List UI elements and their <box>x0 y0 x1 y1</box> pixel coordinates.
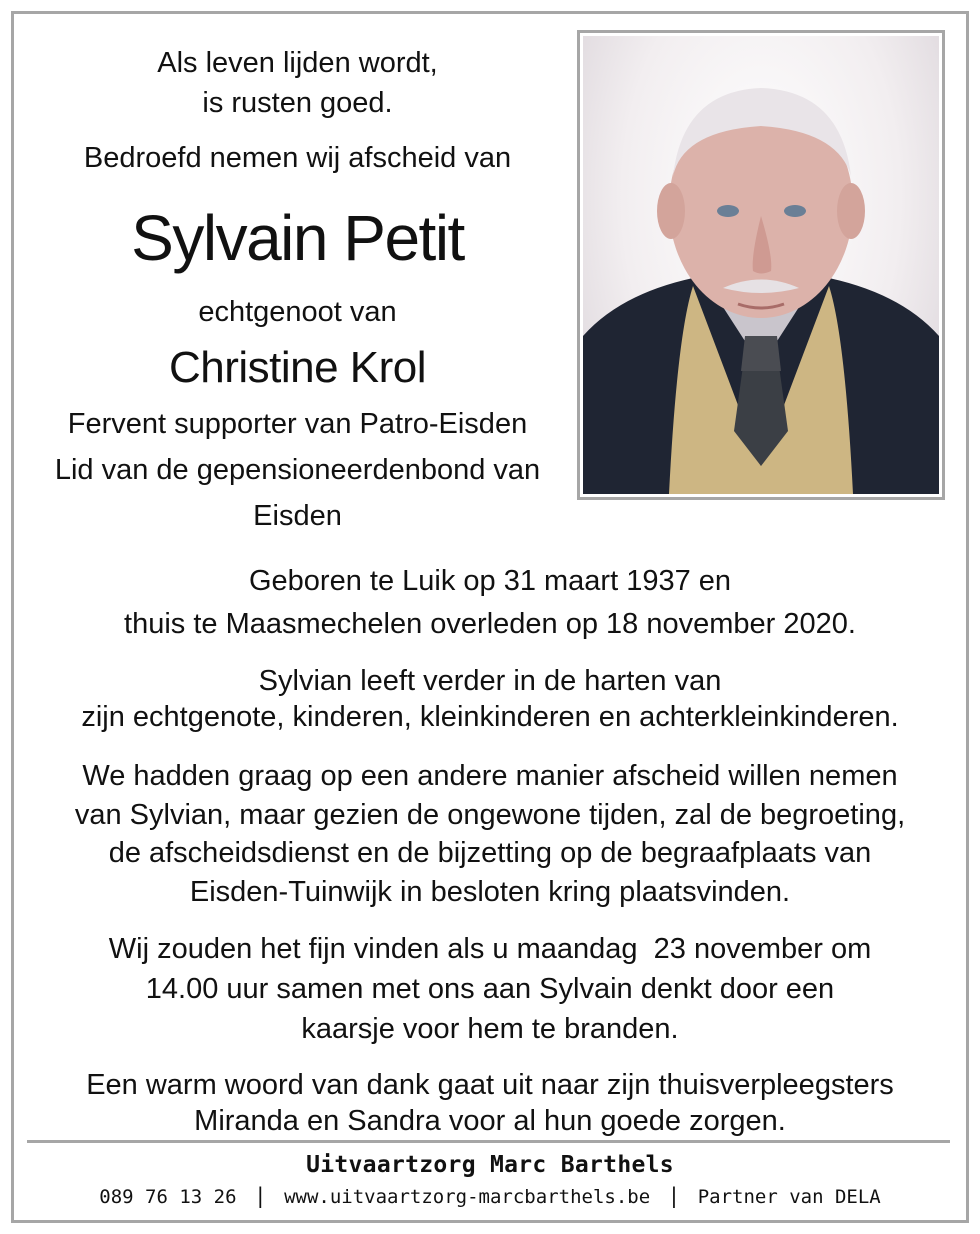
text-line: van Sylvian, maar gezien de ongewone tijden, zal de begroeting, <box>74 798 906 831</box>
website-link[interactable]: www.uitvaartzorg-marcbarthels.be <box>284 1186 651 1208</box>
funeral-home-name: Uitvaartzorg Marc Barthels <box>306 1152 674 1178</box>
text-line: Miranda en Sandra voor al hun goede zorgen. <box>194 1105 786 1137</box>
text-line: Een warm woord van dank gaat uit naar zijn thuisverpleegsters <box>86 1069 894 1101</box>
birth-death-info <box>20 560 960 646</box>
text-line: Sylvian leeft verder in de harten van <box>258 665 722 697</box>
phone-number: 089 76 13 26 <box>99 1186 237 1208</box>
intro-text: Bedroefd nemen wij afscheid van <box>83 142 512 174</box>
partner-text: Partner van DELA <box>697 1186 881 1208</box>
spouse-label: echtgenoot van <box>198 296 397 328</box>
text-line: de afscheidsdienst en de bijzetting op de begraafplaats van <box>108 837 872 869</box>
separator: | <box>667 1184 681 1208</box>
text-line: 14.00 uur samen met ons aan Sylvain denkt door een <box>145 973 835 1005</box>
farewell-text <box>20 757 960 911</box>
text-line: Geboren te Luik op 31 maart 1937 en <box>248 565 732 597</box>
membership-line: Eisden <box>253 500 342 532</box>
membership-line: Fervent supporter van Patro-Eisden <box>67 408 528 440</box>
memberships <box>30 401 565 539</box>
motto-line: is rusten goed. <box>202 87 393 119</box>
text-line: thuis te Maasmechelen overleden op 18 november 2020. <box>124 608 856 640</box>
portrait-photo <box>577 30 945 500</box>
motto-line: Als leven lijden wordt, <box>157 47 438 79</box>
footer-contact <box>20 1182 960 1211</box>
text-line: We hadden graag op een andere manier afscheid willen nemen <box>82 760 898 792</box>
portrait-image <box>583 36 939 494</box>
membership-line: Lid van de gepensioneerdenbond van <box>54 454 541 486</box>
lives-on-text <box>20 663 960 735</box>
thanks-text <box>20 1067 960 1139</box>
text-line: Eisden-Tuinwijk in besloten kring plaatsvinden. <box>189 875 791 908</box>
motto <box>40 43 555 123</box>
footer-divider <box>27 1140 950 1143</box>
text-line: Wij zouden het fijn vinden als u maandag 23 november om <box>108 933 872 965</box>
spouse-name: Christine Krol <box>168 343 427 392</box>
candle-text <box>20 929 960 1049</box>
text-line: zijn echtgenote, kinderen, kleinkinderen en achterkleinkinderen. <box>81 701 899 733</box>
separator: | <box>253 1184 267 1208</box>
text-line: kaarsje voor hem te branden. <box>301 1013 679 1045</box>
portrait-illustration <box>583 36 939 494</box>
deceased-name: Sylvain Petit <box>131 202 464 274</box>
